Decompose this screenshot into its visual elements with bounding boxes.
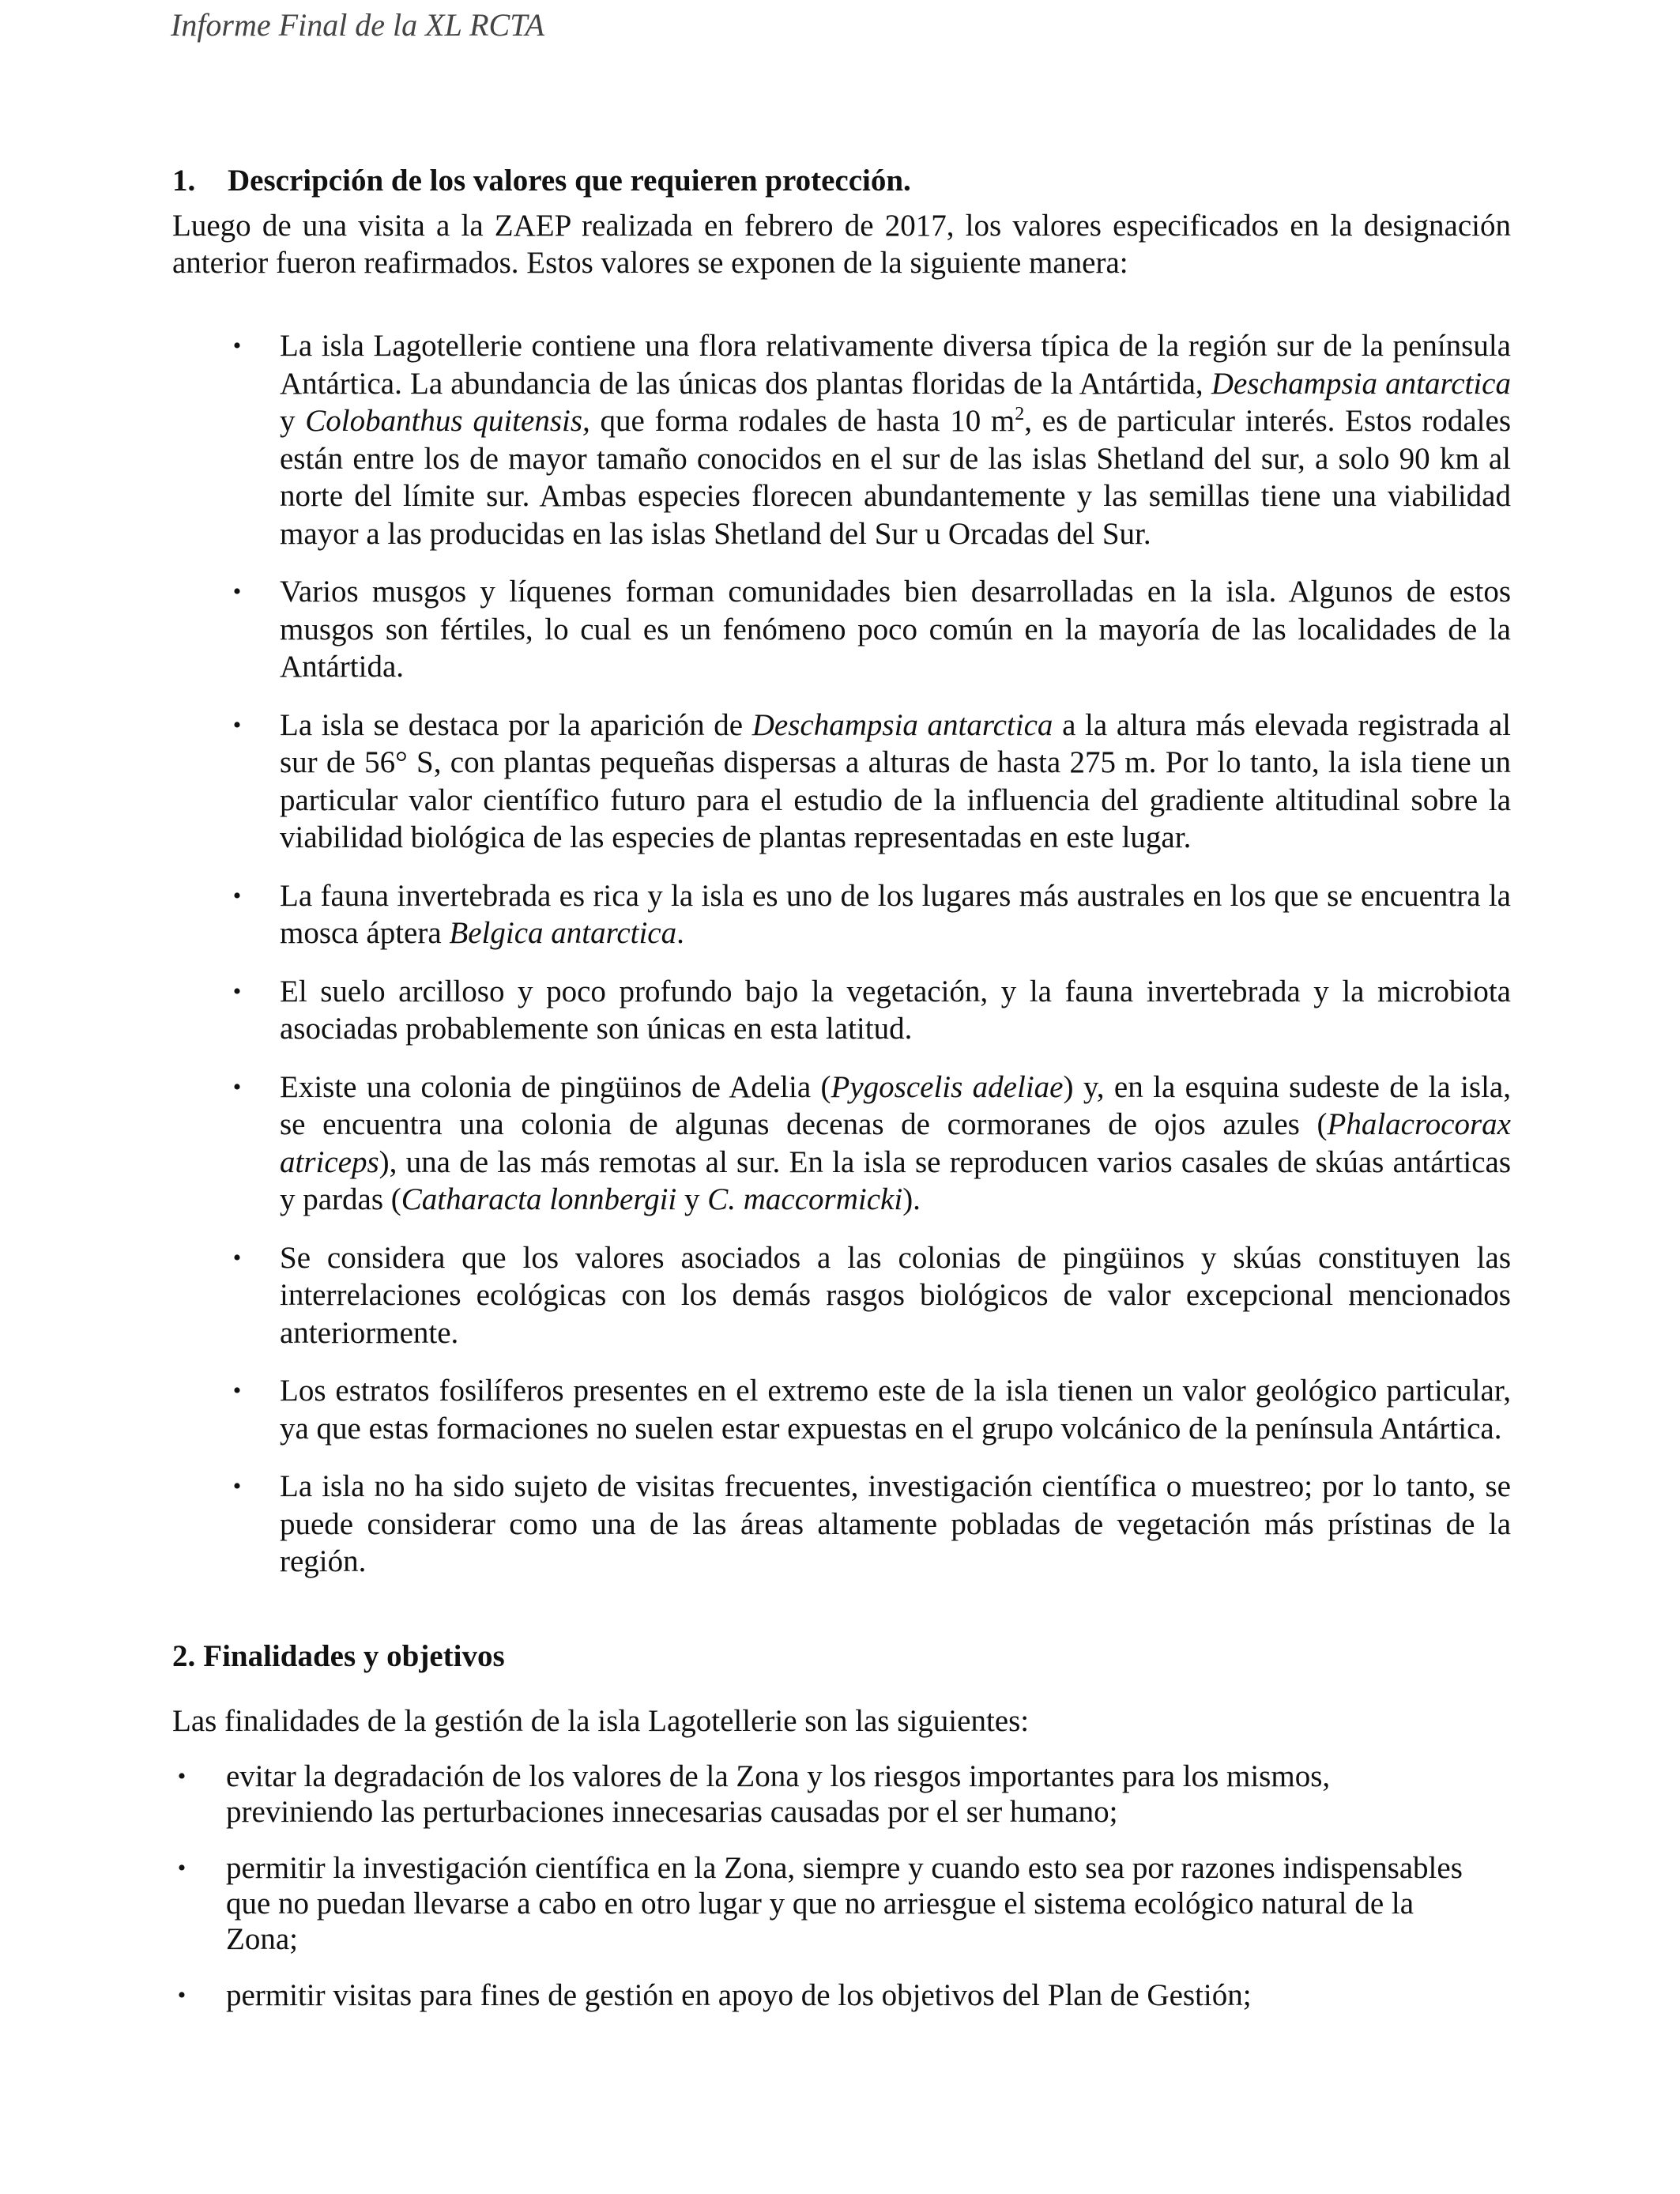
text-run: La isla no ha sido sujeto de visitas frecuentes, investigación científica o muestreo; por lo tanto, se puede considerar como una de las áreas altamente pobladas de vegetación más prístinas de la región. xyxy=(280,1469,1511,1578)
list-item xyxy=(172,1468,1511,1581)
section-2-number: 2. xyxy=(172,1638,196,1673)
text-run: La fauna invertebrada es rica y la isla es uno de los lugares más australes en los que se encuentra la mosca áptera xyxy=(280,878,1511,950)
text-run: ), una de las más remotas al sur. En la isla se reproducen varios casales de skúas antárticas y pardas ( xyxy=(280,1144,1511,1216)
list-item xyxy=(172,573,1511,686)
list-item xyxy=(172,327,1511,552)
text-run: Existe una colonia de pingüinos de Adelia ( xyxy=(280,1069,831,1104)
bullet-icon: • xyxy=(177,1762,186,1789)
aims-list xyxy=(172,1759,1511,2013)
bullet-icon: • xyxy=(232,1473,242,1499)
text-run: permitir la investigación científica en la Zona, siempre y cuando esto sea por razones indispensables que no puedan llevarse a cabo en otro lugar y que no arriesgue el sistema ecológico natural de la Zona; xyxy=(226,1850,1463,1956)
section-2 xyxy=(172,1638,1511,2013)
text-run: . xyxy=(676,916,684,950)
species-name: Colobanthus quitensis, xyxy=(305,404,590,438)
list-item xyxy=(172,877,1511,952)
text-run: a la altura más elevada registrada al sur de 56° S, con plantas pequeñas dispersas a alturas de hasta 275 m. Por lo tanto, la isla tiene un particular valor científico futuro para el estudio de la influencia del gradiente altitudinal sobre la viabilidad biológica de las especies de plantas representadas en este lugar. xyxy=(280,707,1512,854)
list-item xyxy=(172,1759,1467,1830)
species-name: Pygoscelis adeliae xyxy=(831,1069,1064,1104)
bullet-icon: • xyxy=(232,333,242,359)
text-run: , es de particular interés. Estos rodales están entre los de mayor tamaño conocidos en el sur de las islas Shetland del sur, a solo 90 km al norte del límite sur. Ambas especies florecen abundantemente y las semillas tiene una viabilidad mayor a las producidas en las islas Shetland del Sur u Orcadas del Sur. xyxy=(280,404,1512,551)
text-run: ) y, en la esquina sudeste de la isla, se encuentra una colonia de algunas decenas de cormoranes de ojos azules ( xyxy=(280,1069,1511,1141)
text-run: que forma rodales de hasta 10 m xyxy=(590,404,1015,438)
text-run: La isla Lagotellerie contiene una flora relativamente diversa típica de la región sur de la península Antártica. La abundancia de las únicas dos plantas floridas de la Antártida, xyxy=(280,329,1511,401)
section-2-heading xyxy=(172,1638,1511,1676)
text-run: La isla se destaca por la aparición de xyxy=(280,707,752,742)
bullet-icon: • xyxy=(177,1981,186,2008)
list-item xyxy=(172,707,1511,857)
section-1-number: 1. xyxy=(172,164,196,198)
text-run: permitir visitas para fines de gestión en apoyo de los objetivos del Plan de Gestión; xyxy=(226,1977,1252,2012)
bullet-icon: • xyxy=(232,978,242,1005)
bullet-icon: • xyxy=(232,882,242,909)
text-run: evitar la degradación de los valores de la Zona y los riesgos importantes para los mismos, previniendo las perturbaciones innecesarias causadas por el ser humano; xyxy=(226,1759,1331,1829)
page-body xyxy=(172,162,1511,2034)
text-run: Se considera que los valores asociados a las colonias de pingüinos y skúas constituyen las interrelaciones ecológicas con los demás rasgos biológicos de valor excepcional mencionados anteriormente. xyxy=(280,1240,1511,1350)
species-name: Catharacta lonnbergii xyxy=(401,1182,677,1216)
bullet-icon: • xyxy=(232,1378,242,1404)
text-run: El suelo arcilloso y poco profundo bajo la vegetación, y la fauna invertebrada y la microbiota asociadas probablemente son únicas en esta latitud. xyxy=(280,974,1511,1046)
section-1-intro: Luego de una visita a la ZAEP realizada en febrero de 2017, los valores especificados en la designación anterior fueron reafirmados. Estos valores se exponen de la siguiente manera: xyxy=(172,209,1511,280)
list-item xyxy=(172,973,1511,1048)
text-run: y xyxy=(676,1182,708,1216)
text-run: Varios musgos y líquenes forman comunidades bien desarrolladas en la isla. Algunos de estos musgos son fértiles, lo cual es un fenómeno poco común en la mayoría de las localidades de la Antártida. xyxy=(280,575,1511,684)
bullet-icon: • xyxy=(232,1073,242,1100)
text-run: Los estratos fosilíferos presentes en el extremo este de la isla tienen un valor geológico particular, ya que estas formaciones no suelen estar expuestas en el grupo volcánico de la península Antártica. xyxy=(280,1374,1511,1446)
species-name: Phalacrocorax atriceps xyxy=(280,1107,1511,1179)
section-2-title: Finalidades y objetivos xyxy=(203,1638,505,1673)
superscript: 2 xyxy=(1015,404,1025,424)
section-2-intro: Las finalidades de la gestión de la isla Lagotellerie son las siguientes: xyxy=(172,1703,1030,1738)
list-item xyxy=(172,1069,1511,1219)
text-run: y xyxy=(280,404,306,438)
list-item xyxy=(172,1372,1511,1447)
values-list xyxy=(172,327,1511,1581)
bullet-icon: • xyxy=(232,1244,242,1271)
list-item xyxy=(172,1239,1511,1352)
list-item xyxy=(172,1850,1467,1957)
bullet-icon: • xyxy=(177,1854,186,1881)
section-1-heading xyxy=(172,162,1511,200)
text-run: ). xyxy=(902,1182,921,1216)
section-1 xyxy=(172,162,1511,1581)
list-item xyxy=(172,1977,1467,2013)
section-1-title: Descripción de los valores que requieren protección. xyxy=(228,164,911,198)
species-name: Deschampsia antarctica xyxy=(751,707,1053,742)
species-name: Belgica antarctica xyxy=(449,916,677,950)
species-name: Deschampsia antarctica xyxy=(1211,366,1511,401)
running-header: Informe Final de la XL RCTA xyxy=(171,7,544,43)
bullet-icon: • xyxy=(232,711,242,738)
bullet-icon: • xyxy=(232,579,242,605)
species-name: C. maccormicki xyxy=(707,1182,903,1216)
